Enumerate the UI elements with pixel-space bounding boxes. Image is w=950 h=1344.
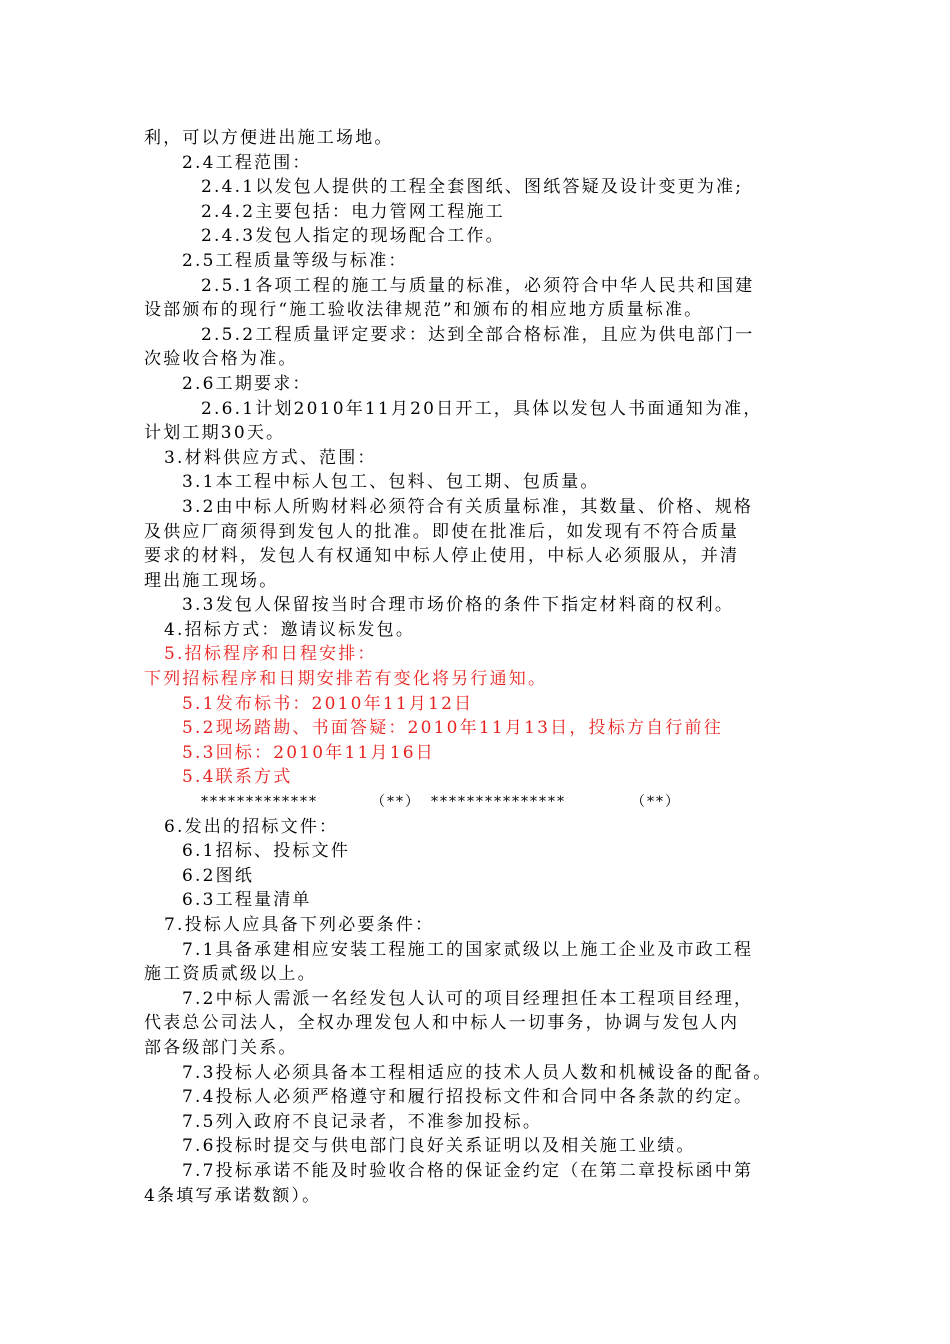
contact-phone-code-2: （**） [631, 794, 681, 811]
text-line: 2.5.2工程质量评定要求：达到全部合格标准，且应为供电部门一 [201, 324, 755, 345]
text-line: 施工资质贰级以上。 [144, 964, 317, 985]
text-line: 设部颁布的现行“施工验收法律规范”和颁布的相应地方质量标准。 [144, 300, 704, 321]
text-line: 7.3投标人必须具备本工程相适应的技术人员人数和机械设备的配备。 [182, 1062, 773, 1083]
text-line: 2.5.1各项工程的施工与质量的标准，必须符合中华人民共和国建 [201, 275, 755, 296]
notice-line-red: 下列招标程序和日期安排若有变化将另行通知。 [144, 669, 548, 690]
text-line: 要求的材料，发包人有权通知中标人停止使用，中标人必须服从，并清 [144, 546, 740, 567]
document-body [144, 126, 814, 1208]
text-line: 6.2图纸 [182, 865, 255, 886]
text-line: 代表总公司法人，全权办理发包人和中标人一切事务，协调与发包人内 [144, 1013, 740, 1034]
text-line: 7.5列入政府不良记录者，不准参加投标。 [182, 1111, 543, 1132]
section-heading: 3.材料供应方式、范围： [164, 447, 377, 468]
contact-name: ************* [201, 794, 318, 811]
section-heading: 6.发出的招标文件： [164, 816, 339, 837]
section-heading: 2.5工程质量等级与标准： [182, 250, 408, 271]
section-heading-red: 5.招标程序和日程安排： [164, 644, 377, 665]
schedule-item-red: 5.3回标：2010年11月16日 [182, 742, 435, 763]
schedule-item-red: 5.2现场踏勘、书面答疑：2010年11月13日，投标方自行前往 [182, 718, 723, 739]
schedule-item-red: 5.4联系方式 [182, 767, 293, 788]
section-heading: 7.投标人应具备下列必要条件： [164, 915, 435, 935]
text-line: 3.3发包人保留按当时合理市场价格的条件下指定材料商的权利。 [182, 595, 735, 616]
schedule-item-red: 5.1发布标书：2010年11月12日 [182, 693, 474, 714]
text-line: 7.4投标人必须严格遵守和履行招投标文件和合同中各条款的约定。 [182, 1087, 754, 1108]
text-line: 4条填写承诺数额）。 [144, 1185, 322, 1206]
section-heading: 2.4工程范围： [182, 152, 312, 173]
text-line: 计划工期30天。 [144, 423, 286, 444]
text-line: 3.1本工程中标人包工、包料、包工期、包质量。 [182, 472, 600, 493]
contact-number: *************** [431, 794, 566, 811]
text-line: 部各级部门关系。 [144, 1037, 298, 1058]
section-heading: 2.6工期要求： [182, 373, 312, 394]
text-line: 7.6投标时提交与供电部门良好关系证明以及相关施工业绩。 [182, 1136, 696, 1157]
text-line: 7.2中标人需派一名经发包人认可的项目经理担任本工程项目经理， [182, 988, 754, 1009]
text-line: 7.1具备承建相应安装工程施工的国家贰级以上施工企业及市政工程 [182, 939, 754, 960]
text-line: 7.7投标承诺不能及时验收合格的保证金约定（在第二章投标函中第 [182, 1160, 754, 1181]
text-line: 理出施工现场。 [144, 570, 279, 591]
text-line: 2.4.3发包人指定的现场配合工作。 [201, 226, 505, 247]
section-heading: 4.招标方式：邀请议标发包。 [164, 619, 416, 640]
contact-phone-code: （**） [371, 794, 421, 811]
text-line: 次验收合格为准。 [144, 349, 298, 370]
text-line: 2.6.1计划2010年11月20日开工，具体以发包人书面通知为准， [201, 398, 763, 419]
text-line: 2.4.1以发包人提供的工程全套图纸、图纸答疑及设计变更为准; [201, 177, 744, 198]
contact-line [144, 790, 814, 815]
text-line: 3.2由中标人所购材料必须符合有关质量标准，其数量、价格、规格 [182, 496, 754, 517]
text-line: 6.3工程量清单 [182, 890, 312, 911]
text-line: 利，可以方便进出施工场地。 [144, 128, 394, 148]
text-line: 及供应厂商须得到发包人的批准。即使在批准后，如发现有不符合质量 [144, 521, 740, 542]
text-line: 6.1招标、投标文件 [182, 841, 351, 862]
text-line: 2.4.2主要包括：电力管网工程施工 [201, 201, 505, 222]
